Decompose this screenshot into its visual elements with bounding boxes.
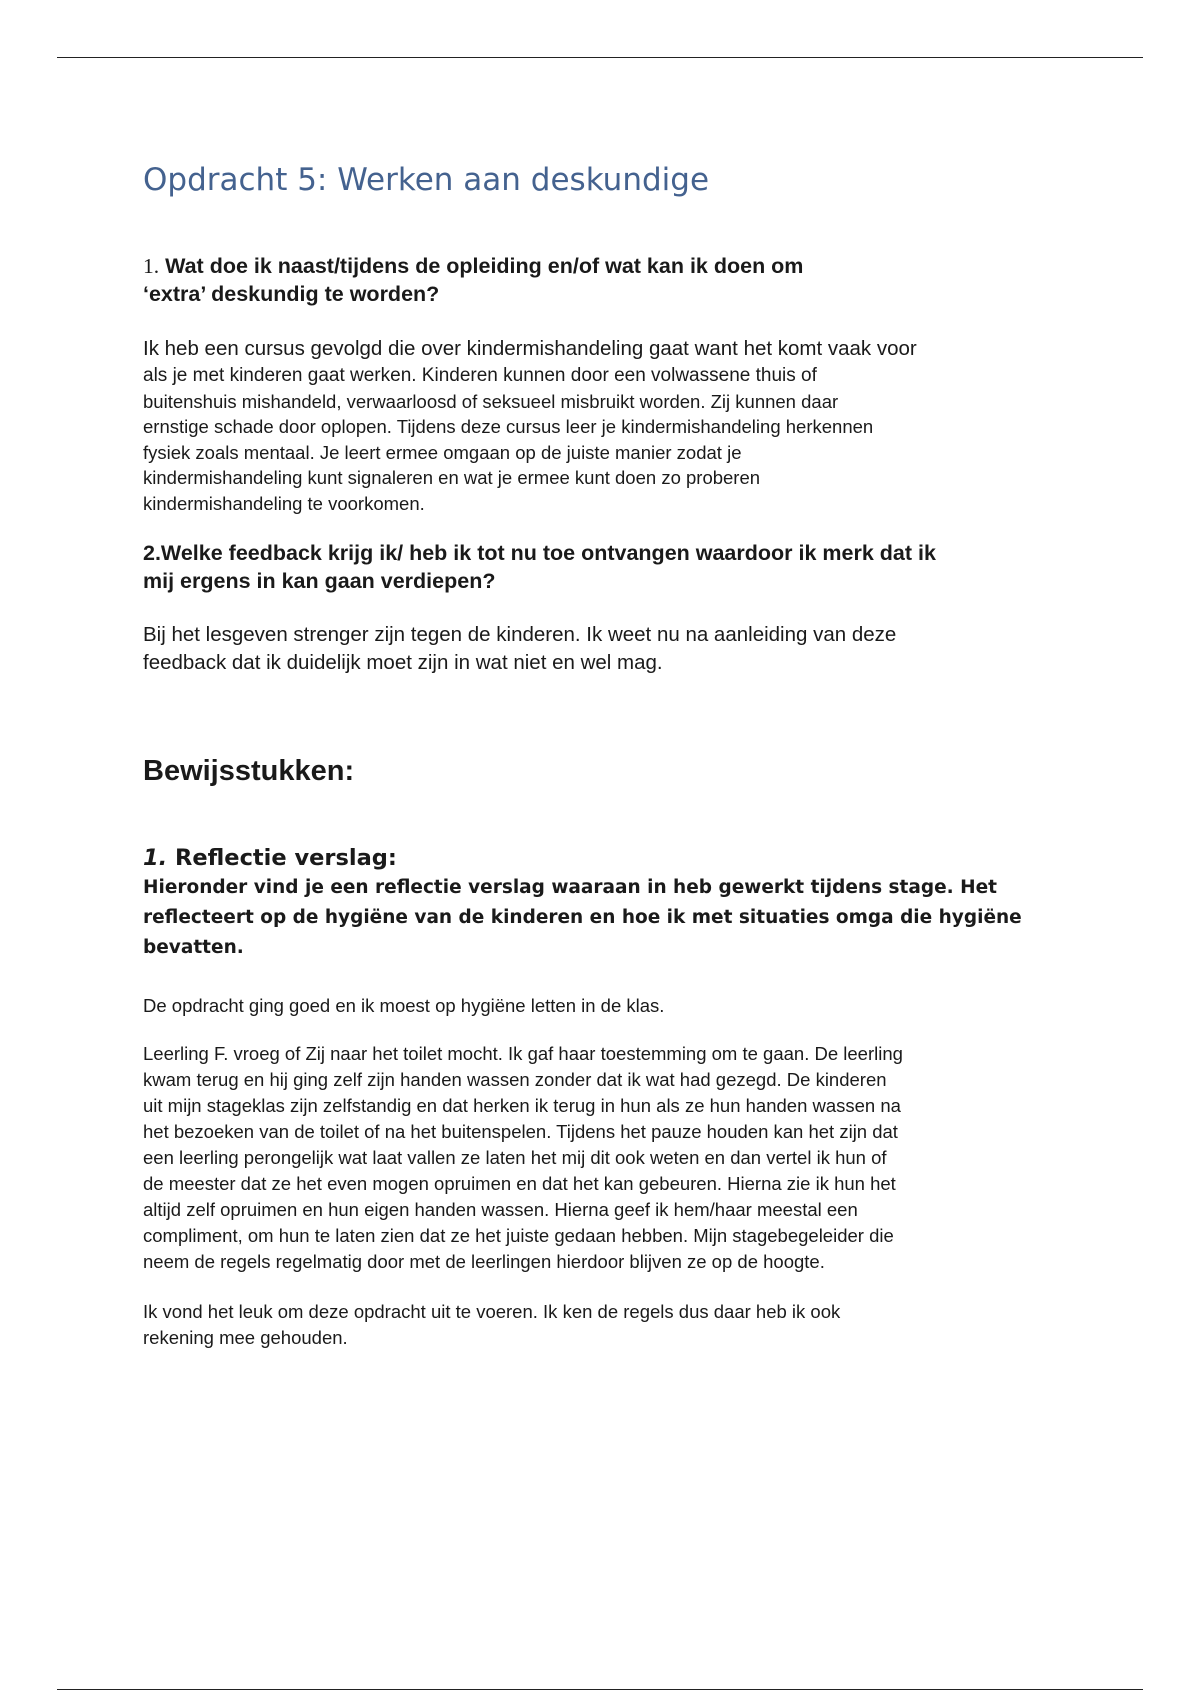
answer-1	[143, 335, 1083, 516]
question-2-line: 2.Welke feedback krijg ik/ heb ik tot nu toe ontvangen waardoor ik merk dat ik	[143, 541, 936, 566]
reflection-line: de meester dat ze het even mogen opruimen en dat het kan gebeuren. Hierna zie ik hun het	[143, 1173, 896, 1195]
answer-1-line: kindermishandeling te voorkomen.	[143, 492, 425, 514]
reflection-intro-line: bevatten.	[143, 937, 244, 959]
answer-2	[143, 621, 1083, 677]
question-1	[143, 252, 903, 308]
reflection-paragraph-3	[143, 1299, 1083, 1351]
evidence-heading: Bewijsstukken:	[143, 755, 355, 788]
reflection-line: Ik vond het leuk om deze opdracht uit te voeren. Ik ken de regels dus daar heb ik ook	[143, 1301, 841, 1323]
question-2	[143, 539, 1083, 595]
reflection-paragraph-1: De opdracht ging goed en ik moest op hygiëne letten in de klas.	[143, 995, 665, 1017]
answer-1-line: als je met kinderen gaat werken. Kinderen kunnen door een volwassene thuis of	[143, 365, 817, 387]
reflection-line: compliment, om hun te laten zien dat ze het juiste gedaan hebben. Mijn stagebegeleider die	[143, 1225, 894, 1247]
reflection-line: een leerling perongelijk wat laat vallen ze laten het mij dit ook weten en dan vertel ik hun of	[143, 1147, 887, 1169]
answer-2-line: Bij het lesgeven strenger zijn tegen de kinderen. Ik weet nu na aanleiding van deze	[143, 623, 897, 647]
document-body	[143, 160, 1083, 1351]
answer-1-line: buitenshuis mishandeld, verwaarloosd of seksueel misbruikt worden. Zij kunnen daar	[143, 390, 839, 412]
question-2-line: mij ergens in kan gaan verdiepen?	[143, 569, 496, 594]
reflection-paragraph-2	[143, 1041, 1083, 1275]
answer-2-line: feedback dat ik duidelijk moet zijn in wat niet en wel mag.	[143, 651, 663, 675]
answer-1-line: Ik heb een cursus gevolgd die over kindermishandeling gaat want het komt vaak voor	[143, 337, 917, 361]
reflection-intro-line: Hieronder vind je een reflectie verslag waaraan in heb gewerkt tijdens stage. Het	[143, 877, 997, 899]
top-rule	[57, 57, 1143, 58]
reflection-line: altijd zelf opruimen en hun eigen handen wassen. Hierna geef ik hem/haar meestal een	[143, 1199, 858, 1221]
question-1-line-2: ‘extra’ deskundig te worden?	[143, 282, 440, 307]
reflection-line: neem de regels regelmatig door met de leerlingen hierdoor blijven ze op de hoogte.	[143, 1251, 825, 1273]
reflection-heading: 1. Reflectie verslag:	[143, 845, 397, 872]
reflection-line: kwam terug en hij ging zelf zijn handen wassen zonder dat ik wat had gezegd. De kinderen	[143, 1069, 887, 1091]
answer-1-line: kindermishandeling kunt signaleren en wat je ermee kunt doen zo proberen	[143, 467, 761, 489]
reflection-line: Leerling F. vroeg of Zij naar het toilet mocht. Ik gaf haar toestemming om te gaan. De leerling	[143, 1043, 903, 1065]
page-title: Opdracht 5: Werken aan deskundige	[143, 162, 710, 198]
bottom-rule	[57, 1689, 1143, 1690]
reflection-line: het bezoeken van de toilet of na het buitenspelen. Tijdens het pauze houden kan het zijn dat	[143, 1121, 898, 1143]
reflection-line: rekening mee gehouden.	[143, 1327, 348, 1349]
reflection-intro-line: reflecteert op de hygiëne van de kinderen en hoe ik met situaties omga die hygiëne	[143, 907, 1022, 929]
answer-1-line: fysiek zoals mentaal. Je leert ermee omgaan op de juiste manier zodat je	[143, 441, 742, 463]
question-1-line-1: 1. Wat doe ik naast/tijdens de opleiding en/of wat kan ik doen om	[143, 254, 804, 279]
answer-1-line: ernstige schade door oplopen. Tijdens deze cursus leer je kindermishandeling herkennen	[143, 416, 874, 438]
reflection-line: uit mijn stageklas zijn zelfstandig en dat herken ik terug in hun als ze hun handen wassen na	[143, 1095, 901, 1117]
reflection-intro	[143, 873, 1083, 963]
